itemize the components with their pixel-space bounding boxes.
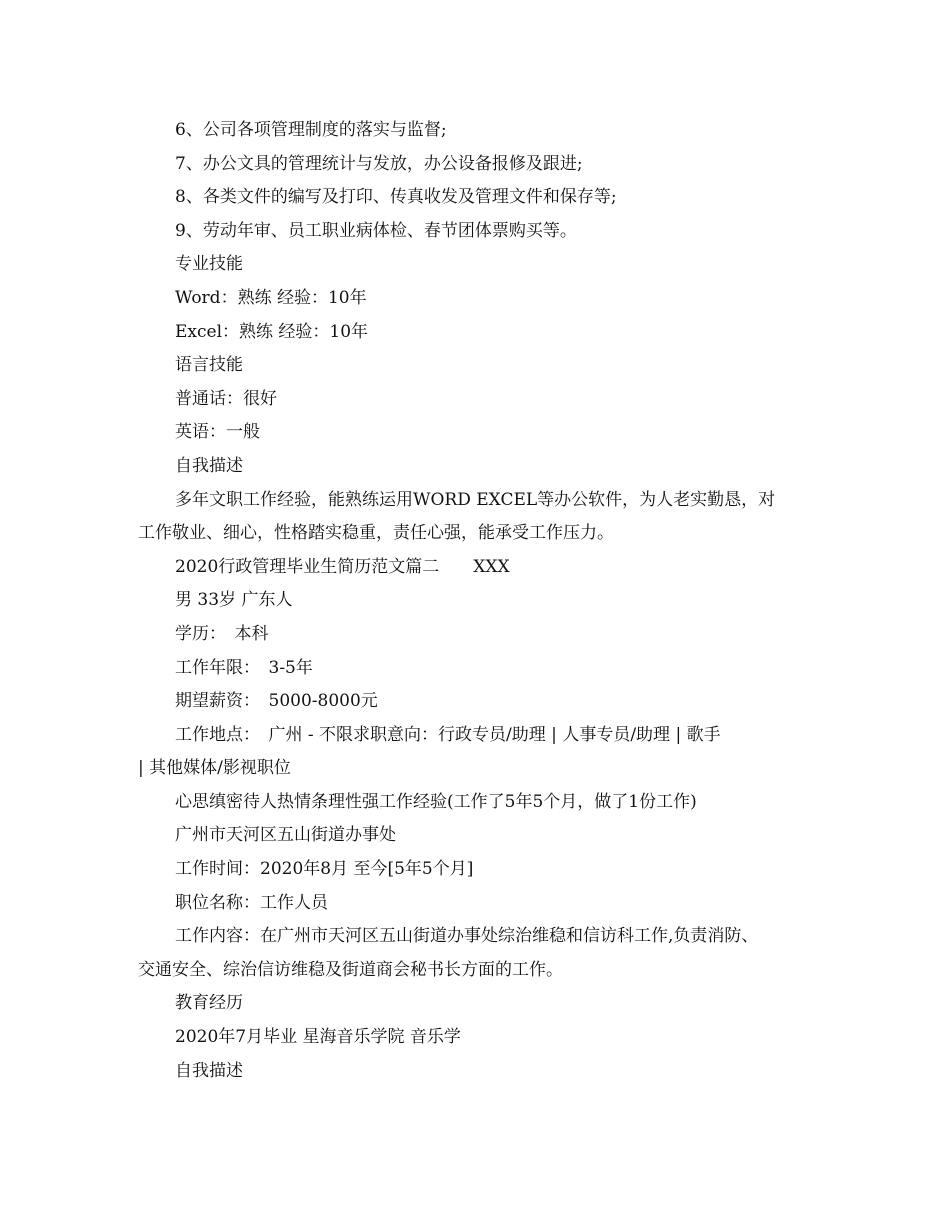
self-description-line-2: 工作敬业、细心，性格踏实稳重，责任心强，能承受工作压力。 [138, 523, 614, 544]
education-level: 学历： 本科 [175, 623, 269, 644]
resume-title: 2020行政管理毕业生简历范文篇二 XXX [175, 556, 510, 577]
expected-salary: 期望薪资： 5000-8000元 [175, 691, 378, 712]
work-location-line-2: | 其他媒体/影视职位 [138, 758, 291, 779]
employer-name: 广州市天河区五山街道办事处 [175, 825, 396, 846]
skill-excel: Excel：熟练 经验：10年 [175, 321, 369, 342]
job-content-line-2: 交通安全、综治信访维稳及街道商会秘书长方面的工作。 [138, 959, 563, 980]
section-heading-self-description-2: 自我描述 [175, 1060, 243, 1081]
self-description-line-1: 多年文职工作经验，能熟练运用WORD EXCEL等办公软件，为人老实勤恳，对 [175, 489, 776, 510]
education-entry: 2020年7月毕业 星海音乐学院 音乐学 [175, 1027, 461, 1048]
document-body [138, 114, 828, 1088]
duty-item-6: 6、公司各项管理制度的落实与监督; [175, 120, 447, 140]
duty-item-7: 7、办公文具的管理统计与发放，办公设备报修及跟进; [175, 153, 583, 174]
work-experience-summary: 心思缜密待人热情条理性强工作经验(工作了5年5个月，做了1份工作) [175, 791, 697, 812]
language-mandarin: 普通话：很好 [175, 388, 277, 409]
section-heading-self-description: 自我描述 [175, 455, 243, 476]
skill-word: Word：熟练 经验：10年 [175, 287, 367, 308]
language-english: 英语：一般 [175, 422, 260, 443]
section-heading-language-skills: 语言技能 [175, 355, 243, 376]
job-content-line-1: 工作内容：在广州市天河区五山街道办事处综治维稳和信访科工作,负责消防、 [175, 926, 759, 947]
section-heading-professional-skills: 专业技能 [175, 254, 243, 275]
duty-item-9: 9、劳动年审、员工职业病体检、春节团体票购买等。 [175, 220, 577, 241]
duty-item-8: 8、各类文件的编写及打印、传真收发及管理文件和保存等; [175, 187, 617, 208]
section-heading-education: 教育经历 [175, 993, 243, 1014]
personal-info: 男 33岁 广东人 [175, 590, 293, 611]
work-period: 工作时间：2020年8月 至今[5年5个月] [175, 859, 474, 880]
work-location-line-1: 工作地点： 广州 - 不限求职意向：行政专员/助理 | 人事专员/助理 | 歌手 [175, 724, 721, 745]
job-title: 职位名称：工作人员 [175, 892, 328, 913]
work-years: 工作年限： 3-5年 [175, 657, 313, 678]
